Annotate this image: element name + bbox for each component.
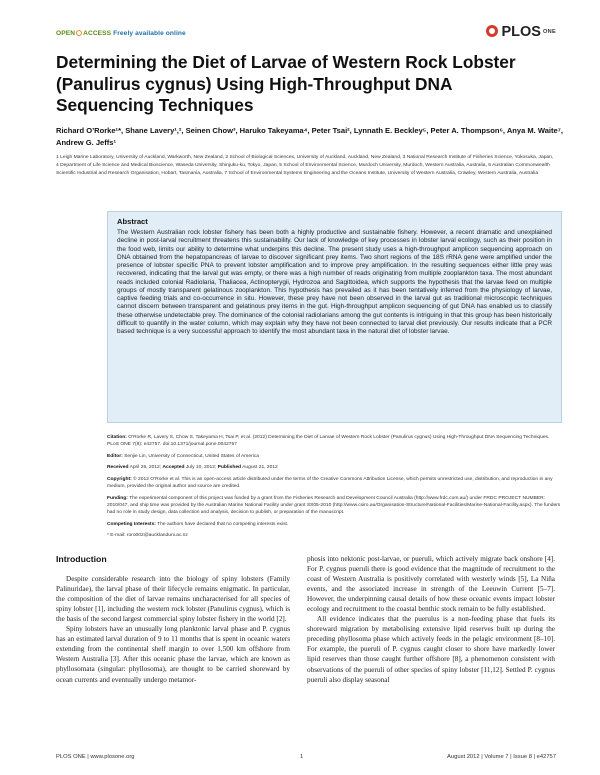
journal-name: PLOS [501, 24, 541, 40]
abstract-text: The Western Australian rock lobster fishery has been both a highly productive and sustainable fishery. However, a recent dramatic and unexplained decline in post-larval recruitment threatens this sustainability. Our lack of knowledge of key processes in lobster larval ecology, such as their position in the food web, limits our ability to determine what underpins this decline. The present study uses a high-throughput amplicon sequencing approach on DNA obtained from the hepatopancreas of larvae to discover significant prey items. Two short regions of the 18S rRNA gene were amplified under the presence of lobster specific PNA to prevent lobster amplification and to improve prey amplification. In the resulting sequences either little prey was recovered, indicating that the larval gut was empty, or there was a high number of reads originating from multiple zooplankton taxa. The most abundant reads included colonial Radiolaria, Thaliacea, Actinopterygii, Hydrozoa and Sagittoidea, which supports the hypothesis that the larvae feed on multiple groups of mostly transparent gelatinous zooplankton. This hypothesis has prevailed as it has been tentatively inferred from the physiology of larvae, captive feeding trials and co-occurrence in situ. However, these prey have not been observed in the larval gut as traditional microscopic techniques cannot discern between transparent and gelatinous prey items in the gut. High-throughput amplicon sequencing of gut DNA has enabled us to classify these otherwise undetectable prey. The dominance of the colonial radiolarians among the gut contents is intriguing in that this group has been historically difficult to quantify in the water column, which may explain why they have not been connected to larval diet previously. Our results indicate that a PCR based technique is a very successful approach to identify the most abundant taxa in the natural diet of lobster larvae. [117, 229, 552, 335]
open-access-badge[interactable] [56, 30, 186, 37]
abstract-heading: Abstract [117, 217, 148, 226]
author-list: Richard O’Rorke¹*, Shane Lavery¹,², Seinen Chow³, Haruko Takeyama⁴, Peter Tsai², Lynnath E. Beckley⁵, Peter A. Thompson⁶, Anya M. Waite⁷, Andrew G. Jeffs¹ [56, 126, 563, 147]
journal-header [56, 24, 556, 46]
paragraph: Despite considerable research into the biology of spiny lobsters (Family Palinuridae), the larval phase of their lifecycle remains enigmatic. In particular, the composition of the diet of larvae remains uncharacterised for all species of spiny lobster [1], including the western rock lobster (Panulirus cygnus), which is the basis of the second largest commercial spiny lobster fishery in the world [2]. [56, 575, 290, 624]
paragraph: All evidence indicates that the puerulus is a non-feeding phase that fuels its shoreward migration by metabolising extensive lipid reserves built up during the preceding phyllosoma phase which actively feeds in the pelagic environment [8–10]. For example, the puerulі of P. cygnus caught closer to shore have markedly lower lipid reserves than those caught further offshore [8], a phenomenon consistent with observations of the puerulі of other species of spiny lobster [11,12]. Settled P. cygnus puerulі also display seasonal [307, 615, 555, 684]
journal-logo[interactable] [486, 24, 556, 40]
body-column-left [56, 554, 290, 685]
open-access-lock-icon [76, 30, 82, 36]
competing-interests: Competing Interests: The authors have declared that no competing interests exist. [107, 521, 289, 527]
article-title: Determining the Diet of Larvae of Western Rock Lobster (Panulirus cygnus) Using High-Throughput DNA Sequencing Techniques [56, 52, 516, 115]
paragraph: Spiny lobsters have an unusually long planktonic larval phase and P. cygnus has an estimated larval duration of 9 to 11 months that is spent in oceanic waters extending from the continental shelf margin to over 1,500 km offshore from Western Australia [3]. After this oceanic phase the larvae, which are known as phyllosomata (singular: phyllosoma), are thought to be carried shoreward by ocean currents and eventually undergo metamor- [56, 625, 290, 684]
article-metadata [107, 434, 562, 544]
dates: Received April 26, 2012; Accepted July 10, 2012; Published August 21, 2012 [107, 465, 278, 471]
freely-available-label: Freely available online [113, 30, 186, 37]
plos-logo-icon [486, 25, 498, 37]
editor: Editor: Senjie Lin, University of Connecticut, United States of America [107, 453, 259, 459]
funding: Funding: The experimental component of this project was funded by a grant from the Fisheries Research and Development Council Australia (http://www.frdc.com.au/) under FRDC PROJECT NUMBER: 2010/047, and ship time was provided by the Australian Marine National Facility under grant SS05-2010 (http://www.csiro.au/Organisation-Structure/National-Facilities/Marine-National-Facility.aspx). The funders had no role in study design, data collection and analysis, decision to publish, or preparation of the manuscript. [107, 495, 561, 516]
section-heading-introduction: Introduction [56, 554, 107, 564]
citation: Citation: O’Rorke R, Lavery S, Chow S, Takeyama H, Tsai P, et al. (2012) Determining the Diet of Larvae of Western Rock Lobster (Panulirus cygnus) Using High-Throughput DNA Sequencing Techniques. PLoS ONE 7(8): e42757. doi:10.1371/journal.pone.0042757 [107, 435, 550, 448]
copyright: Copyright: © 2012 O’Rorke et al. This is an open-access article distributed under the terms of the Creative Commons Attribution License, which permits unrestricted use, distribution, and reproduction in any medium, provided the original author and source are credited. [107, 476, 553, 490]
page-number: 1 [300, 754, 304, 760]
footer-journal-site[interactable]: PLOS ONE | www.plosone.org [56, 754, 135, 760]
footer-issue: August 2012 | Volume 7 | Issue 8 | e42757 [447, 754, 556, 760]
access-label: ACCESS [83, 30, 112, 37]
paragraph: phosis into nektonic post-larvae, or puerulі, which actively migrate back onshore [4]. For P. cygnus puerulі there is good evidence that the magnitude of recruitment to the coast of Western Australia is positively correlated with westerly winds [5], La Niña events, and the associated increase in strength of the Leeuwin Current [5–7]. However, the underpinning causal details of how these oceanic events impact lobster ecology and recruitment to the coastal benthic stock remain to be fully established. [307, 555, 555, 614]
open-label: OPEN [56, 30, 76, 37]
contact-email[interactable]: * E-mail: roro002@aucklanduni.ac.nz [107, 533, 188, 539]
body-column-right [307, 554, 555, 685]
journal-sub: ONE [542, 29, 556, 36]
affiliations: 1 Leigh Marine Laboratory, University of Auckland, Warkworth, New Zealand, 2 School of Biological Sciences, University of Auckland, Auckland, New Zealand, 3 National Research Institute of Fisheries Science, Yokosuka, Japan, 4 Department of Life Science and Medical Bioscience, Waseda University, Shinjuku-ku, Tokyo, Japan, 5 School of Environmental Science, Murdoch University, Murdoch, Western Australia, Australia, 6 Australian Commonwealth Scientific Industrial and Research Organisation, Hobart, Tasmania, Australia, 7 School of Environmental Systems Engineering and the Oceans Institute, University of Western Australia, Crawley, Western Australia, Australia [56, 155, 554, 176]
abstract-box [107, 211, 562, 423]
page-footer [56, 754, 556, 764]
